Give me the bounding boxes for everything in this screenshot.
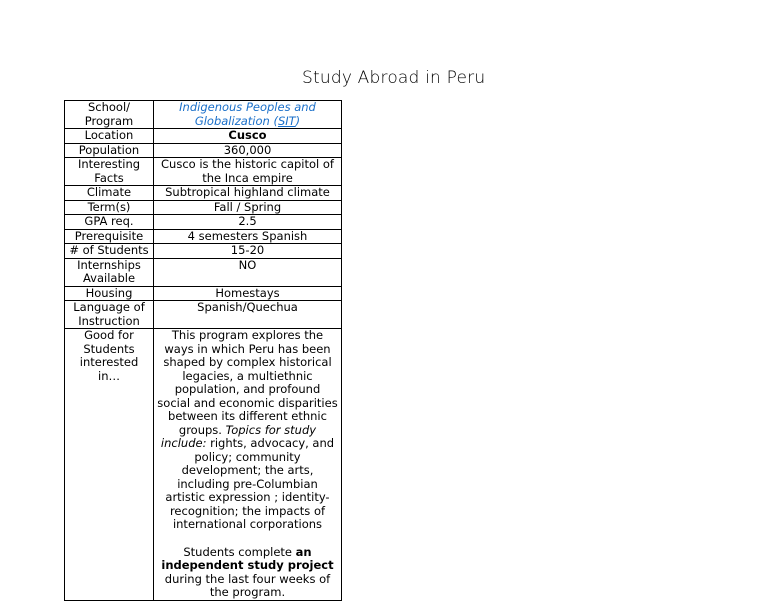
table-row bbox=[65, 186, 342, 201]
table-row bbox=[65, 101, 342, 129]
description-paragraph bbox=[157, 546, 338, 600]
students-value: 15-20 bbox=[154, 244, 342, 259]
desc-emphasis: an independent study project bbox=[161, 544, 334, 572]
row-label: GPA req. bbox=[65, 215, 154, 230]
climate-value: Subtropical highland climate bbox=[154, 186, 342, 201]
gpa-value: 2.5 bbox=[154, 215, 342, 230]
facts-value: Cusco is the historic capitol of the Inca empire bbox=[154, 158, 342, 186]
table-row bbox=[65, 215, 342, 230]
program-info-table bbox=[64, 100, 342, 601]
row-label: Internships Available bbox=[65, 258, 154, 286]
row-label: # of Students bbox=[65, 244, 154, 259]
language-value: Spanish/Quechua bbox=[154, 301, 342, 329]
table-row bbox=[65, 158, 342, 186]
row-label: Term(s) bbox=[65, 200, 154, 215]
table-row bbox=[65, 129, 342, 144]
terms-value: Fall / Spring bbox=[154, 200, 342, 215]
row-label: Language of Instruction bbox=[65, 301, 154, 329]
row-label: Good for Students interested in… bbox=[65, 329, 154, 601]
program-name-close: ) bbox=[295, 113, 301, 128]
desc-topics: rights, advocacy, and policy; community development; the arts, including pre-Columbian artistic expression ; identity-recognition; the impacts of international corporations bbox=[165, 436, 335, 531]
row-label: Interesting Facts bbox=[65, 158, 154, 186]
location-value: Cusco bbox=[154, 129, 342, 144]
program-name-text: Indigenous Peoples and Globalization ( bbox=[179, 100, 316, 128]
table-row bbox=[65, 143, 342, 158]
table-row bbox=[65, 329, 342, 601]
desc-text: This program explores the ways in which Peru has been shaped by complex historical legacies, a multiethnic population, and profound social and economic disparities between its different ethnic groups. bbox=[157, 328, 338, 437]
table-row bbox=[65, 200, 342, 215]
table-row bbox=[65, 301, 342, 329]
internships-value: NO bbox=[154, 258, 342, 286]
row-label: School/ Program bbox=[65, 101, 154, 129]
table-row bbox=[65, 244, 342, 259]
row-label: Prerequisite bbox=[65, 229, 154, 244]
program-name bbox=[154, 101, 342, 129]
desc-text: Students complete bbox=[183, 544, 296, 559]
description-paragraph bbox=[157, 329, 338, 532]
row-label: Population bbox=[65, 143, 154, 158]
page-title: Study Abroad in Peru bbox=[302, 68, 486, 88]
row-label: Housing bbox=[65, 286, 154, 301]
row-label: Location bbox=[65, 129, 154, 144]
desc-topics-lead: Topics for study include: bbox=[160, 422, 317, 450]
row-label: Climate bbox=[65, 186, 154, 201]
desc-text: during the last four weeks of the program. bbox=[164, 571, 331, 599]
table-row bbox=[65, 258, 342, 286]
table-row bbox=[65, 229, 342, 244]
prereq-value: 4 semesters Spanish bbox=[154, 229, 342, 244]
population-value: 360,000 bbox=[154, 143, 342, 158]
table-row bbox=[65, 286, 342, 301]
sit-link[interactable]: SIT bbox=[277, 113, 296, 128]
program-description bbox=[154, 329, 342, 601]
housing-value: Homestays bbox=[154, 286, 342, 301]
